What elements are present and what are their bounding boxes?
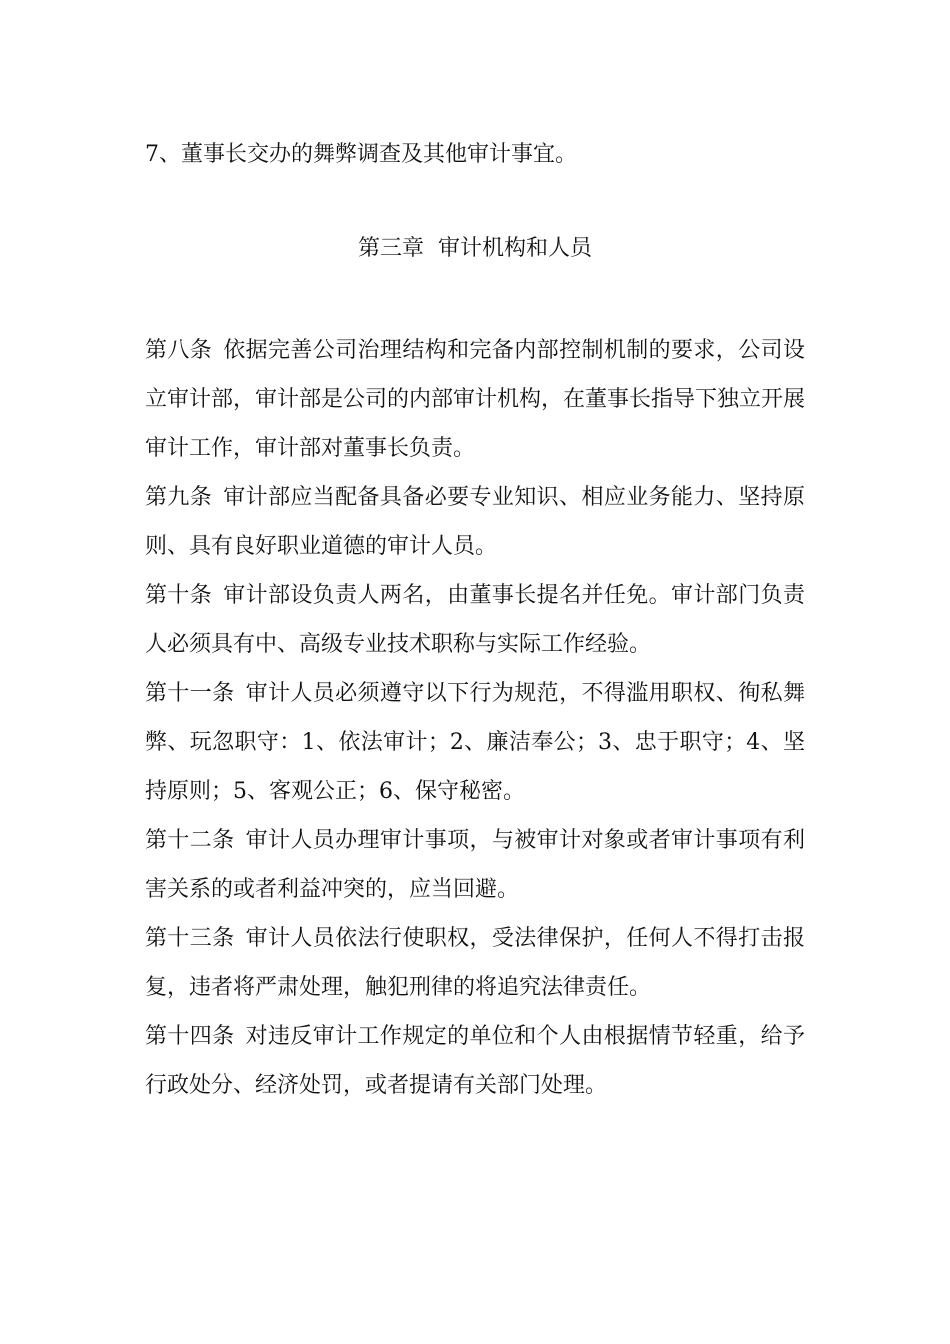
article-9 [145, 473, 805, 571]
article-number: 第九条 [145, 485, 213, 510]
article-10 [145, 571, 805, 669]
article-text: 审计人员必须遵守以下行为规范，不得滥用职权、徇私舞弊、玩忽职守：1、依法审计；2、廉洁奉公；3、忠于职守；4、坚持原则；5、客观公正；6、保守秘密。 [145, 681, 805, 804]
article-number: 第十三条 [145, 926, 235, 951]
chapter-title: 第三章 审计机构和人员 [358, 236, 592, 261]
article-text: 审计部应当配备具备必要专业知识、相应业务能力、坚持原则、具有良好职业道德的审计人员。 [145, 485, 805, 559]
article-text: 对违反审计工作规定的单位和个人由根据情节轻重，给予行政处分、经济处罚，或者提请有关部门处理。 [145, 1024, 805, 1098]
article-13 [145, 914, 805, 1012]
article-8 [145, 326, 805, 473]
article-text: 审计部设负责人两名，由董事长提名并任免。审计部门负责人必须具有中、高级专业技术职称与实际工作经验。 [145, 583, 805, 657]
article-12 [145, 816, 805, 914]
article-number: 第十一条 [145, 681, 235, 706]
article-number: 第八条 [145, 338, 213, 363]
article-number: 第十条 [145, 583, 213, 608]
article-11 [145, 669, 805, 816]
intro-item: 7、董事长交办的舞弊调查及其他审计事宜。 [145, 142, 577, 167]
article-14 [145, 1012, 805, 1110]
document-body [145, 130, 805, 1110]
article-number: 第十四条 [145, 1024, 235, 1049]
article-text: 依据完善公司治理结构和完备内部控制机制的要求，公司设立审计部，审计部是公司的内部审计机构，在董事长指导下独立开展审计工作，审计部对董事长负责。 [145, 338, 806, 461]
article-text: 审计人员办理审计事项，与被审计对象或者审计事项有利害关系的或者利益冲突的，应当回避。 [145, 828, 805, 902]
article-number: 第十二条 [145, 828, 235, 853]
article-text: 审计人员依法行使职权，受法律保护，任何人不得打击报复，违者将严肃处理，触犯刑律的将追究法律责任。 [145, 926, 805, 1000]
